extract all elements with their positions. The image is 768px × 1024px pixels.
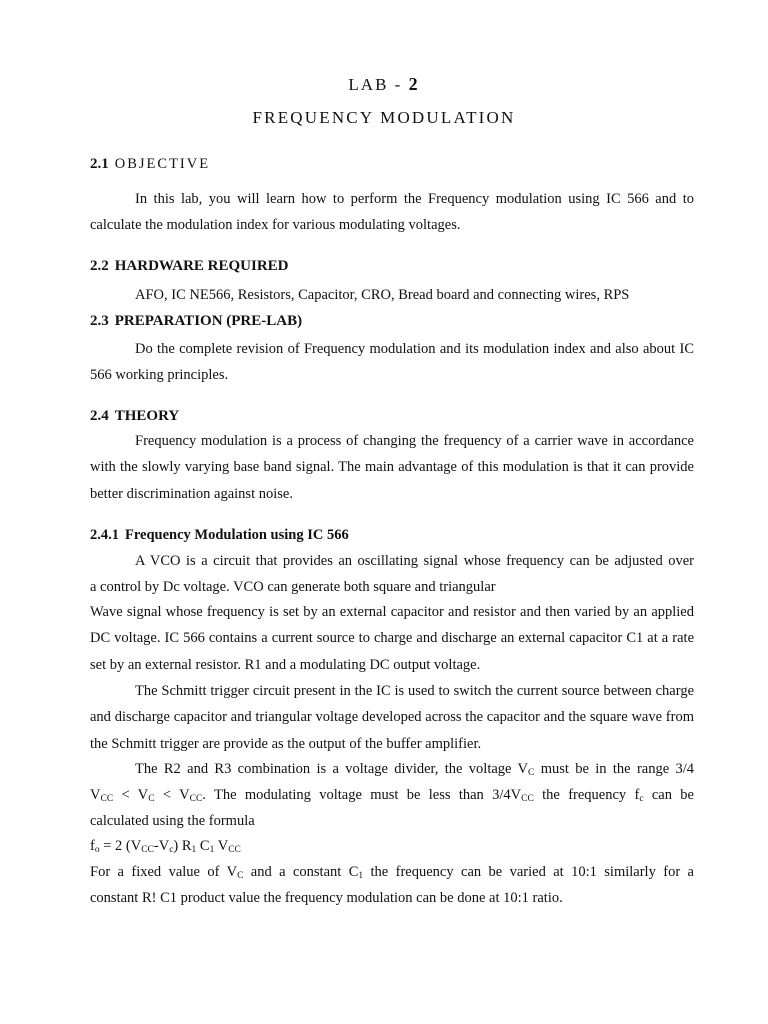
voltage-divider-line-1: The R2 and R3 combination is a voltage divider, the voltage $V_C$ must be in the range 3/4 xyxy=(135,761,695,778)
frequency-formula: $f_o = 2$ $(V_{CC}-V_c)$ $R_1$ $C_1$ $V_{CC}$ xyxy=(90,838,241,855)
objective-paragraph: In this lab, you will learn how to perform the Frequency modulation using IC 566 and to calculate the modulation index for various modulating voltages. xyxy=(90,191,694,234)
preparation-paragraph: Do the complete revision of Frequency modulation and its modulation index and also about IC 566 working principles. xyxy=(90,341,694,384)
section-heading-theory: 2.4 THEORY xyxy=(90,408,180,424)
voltage-divider-line-2: $V_{CC} < V_C < V_{CC}$. The modulating voltage must be less than $3/4V_{CC}$ the frequency $f_c$ can be xyxy=(90,787,694,804)
vco-line-2: a control by Dc voltage. VCO can generate both square and triangular xyxy=(90,579,496,595)
section-heading-preparation: 2.3 PREPARATION (PRE-LAB) xyxy=(90,313,303,329)
document-title: FREQUENCY MODULATION xyxy=(252,108,516,127)
section-heading-hardware: 2.2 HARDWARE REQUIRED xyxy=(90,258,289,274)
fixed-value-line-2: constant R! C1 product value the frequency modulation can be done at 10:1 ratio. xyxy=(90,890,563,906)
lab-title: LAB - 2 xyxy=(348,74,420,94)
schmitt-trigger-paragraph: The Schmitt trigger circuit present in the IC is used to switch the current source between charge and discharge capacitor and triangular voltage developed across the capacitor and the square wave from the Schmitt trigger are provide as the output of the buffer amplifier. xyxy=(90,683,694,752)
voltage-divider-line-3: calculated using the formula xyxy=(90,813,255,829)
theory-paragraph: Frequency modulation is a process of changing the frequency of a carrier wave in accordance with the slowly varying base band signal. The main advantage of this modulation is that it can provide better discrimination against noise. xyxy=(90,433,694,502)
subsection-heading-fm-ic566: 2.4.1 Frequency Modulation using IC 566 xyxy=(90,527,349,543)
hardware-list: AFO, IC NE566, Resistors, Capacitor, CRO, Bread board and connecting wires, RPS xyxy=(135,287,630,303)
ic566-paragraph: Wave signal whose frequency is set by an external capacitor and resistor and then varied by an applied DC voltage. IC 566 contains a current source to charge and discharge an external capacitor C1 at a rate set by an external resistor. R1 and a modulating DC output voltage. xyxy=(90,604,694,673)
section-heading-objective: 2.1 OBJECTIVE xyxy=(90,156,211,172)
lab-number: 2 xyxy=(408,74,420,94)
vco-line-1: A VCO is a circuit that provides an oscillating signal whose frequency can be adjusted over xyxy=(135,553,694,569)
fixed-value-line-1: For a fixed value of $V_C$ and a constant $C_1$ the frequency can be varied at 10:1 similarly for a xyxy=(90,864,694,881)
